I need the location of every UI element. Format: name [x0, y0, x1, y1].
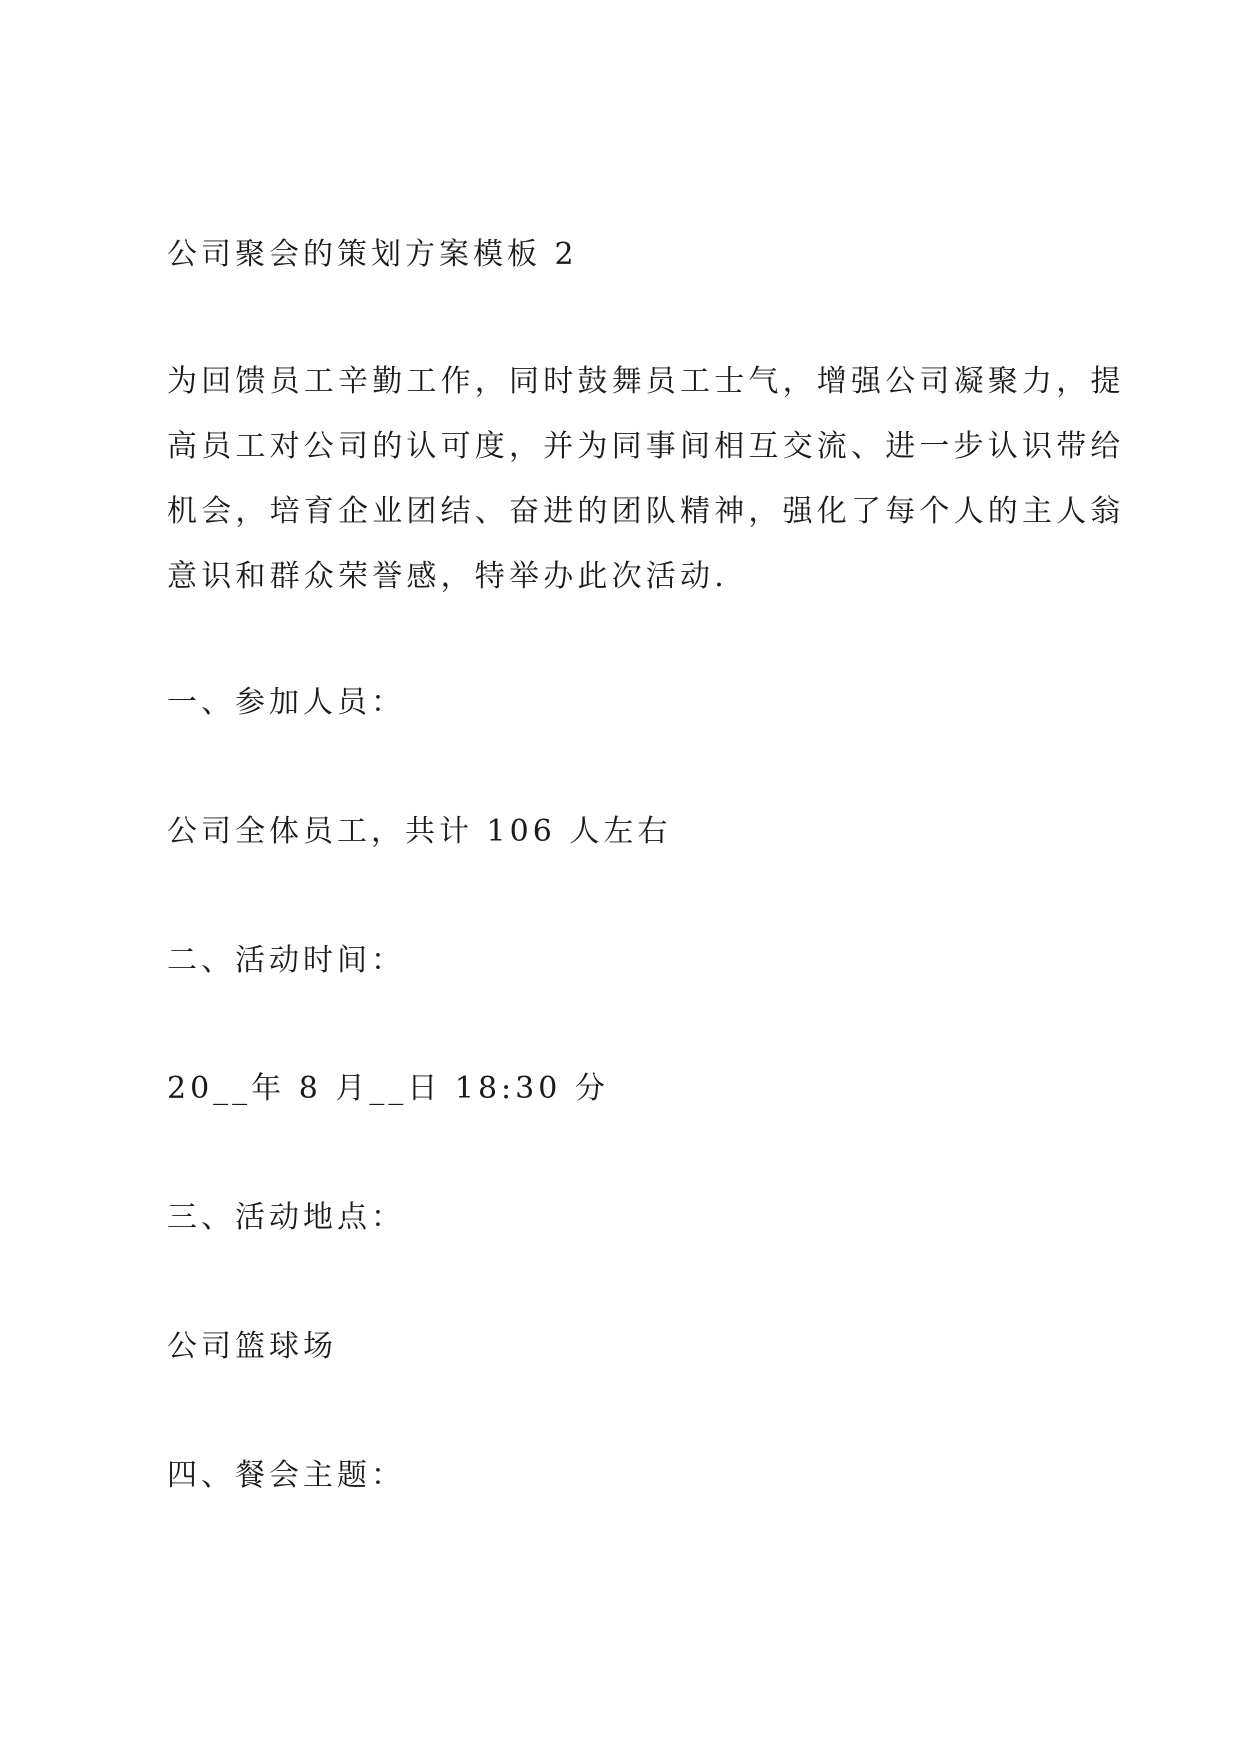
intro-line: 高员工对公司的认可度，并为同事间相互交流、进一步认识带给	[167, 429, 1125, 464]
section-heading-participants: 一、参加人员：	[167, 685, 405, 720]
intro-paragraph	[167, 362, 1125, 622]
intro-line: 意识和群众荣誉感，特举办此次活动.	[167, 559, 728, 594]
section-heading-time: 二、活动时间：	[167, 943, 405, 978]
section-heading-theme: 四、餐会主题：	[167, 1458, 405, 1493]
intro-line: 机会，培育企业团结、奋进的团队精神，强化了每个人的主人翁	[167, 494, 1125, 529]
intro-line: 为回馈员工辛勤工作，同时鼓舞员工士气，增强公司凝聚力，提	[167, 364, 1125, 399]
section-content-location: 公司篮球场	[167, 1329, 337, 1364]
section-content-participants: 公司全体员工，共计 106 人左右	[167, 814, 672, 849]
section-heading-location: 三、活动地点：	[167, 1200, 405, 1235]
document-title: 公司聚会的策划方案模板 2	[167, 237, 578, 272]
section-content-time: 20__年 8 月__日 18:30 分	[167, 1071, 609, 1106]
